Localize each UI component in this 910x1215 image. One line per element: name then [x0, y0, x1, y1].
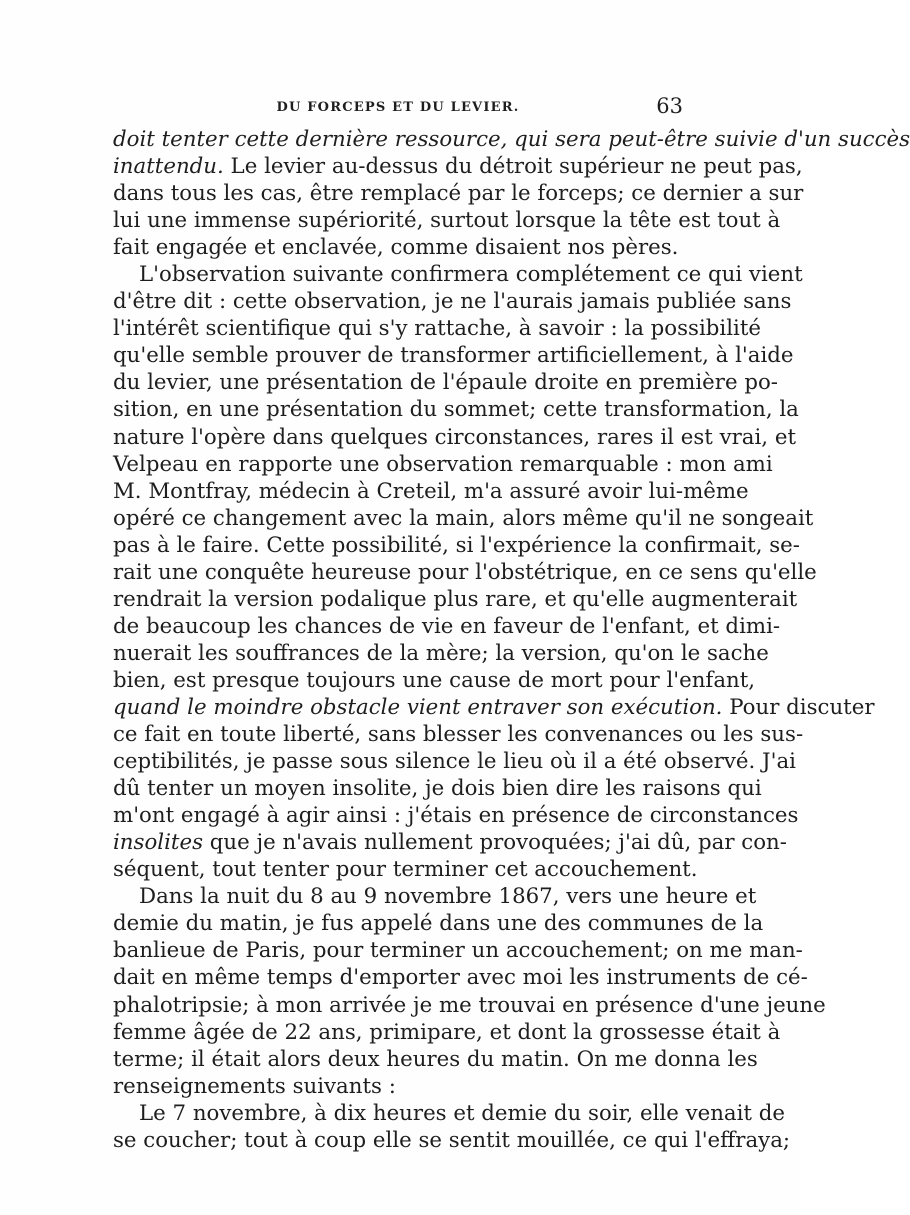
page-number: 63	[656, 94, 683, 118]
text-run: dait en même temps d'emporter avec moi les instruments de cé-	[113, 965, 808, 991]
text-run: lui une immense supériorité, surtout lorsque la tête est tout à	[113, 208, 781, 234]
text-line	[113, 802, 799, 829]
text-line	[113, 992, 826, 1019]
text-line	[113, 451, 773, 478]
text-run: séquent, tout tenter pour terminer cet accouchement.	[113, 857, 698, 883]
text-run: rendrait la version podalique plus rare, et qu'elle augmenterait	[113, 586, 798, 612]
text-run: Pour discuter	[722, 694, 875, 720]
text-run: opéré ce changement avec la main, alors même qu'il ne songeait	[113, 505, 814, 531]
text-line	[113, 288, 792, 315]
text-line	[113, 964, 808, 991]
italic-text: quand le moindre obstacle vient entraver son exécution.	[113, 694, 723, 720]
text-run: fait engagée et enclavée, comme disaient nos pères.	[113, 235, 679, 261]
text-run: dû tenter un moyen insolite, je dois bien dire les raisons qui	[113, 776, 762, 802]
text-line	[113, 1019, 781, 1046]
text-line	[113, 775, 762, 802]
text-run: m'ont engagé à agir ainsi : j'étais en présence de circonstances	[113, 803, 799, 829]
text-run: que je n'avais nullement provoquées; j'ai dû, par con-	[203, 830, 787, 856]
text-line	[113, 829, 787, 856]
text-run: sition, en une présentation du sommet; cette transformation, la	[113, 397, 799, 423]
text-line	[113, 748, 796, 775]
text-run: de beaucoup les chances de vie en faveur de l'enfant, et dimi-	[113, 613, 781, 639]
text-run: Le levier au-dessus du détroit supérieur ne peut pas,	[223, 154, 803, 180]
text-run: pas à le faire. Cette possibilité, si l'expérience la confirmait, se-	[113, 532, 800, 558]
running-title: DU FORCEPS ET DU LEVIER.	[276, 100, 520, 115]
text-line	[113, 207, 781, 234]
text-run: se coucher; tout à coup elle se sentit mouillée, ce qui l'effraya;	[113, 1127, 791, 1153]
text-run: bien, est presque toujours une cause de mort pour l'enfant,	[113, 667, 756, 693]
italic-text: doit tenter cette dernière ressource, qui sera peut-être suivie d'un succès	[113, 127, 910, 152]
text-run: Dans la nuit du 8 au 9 novembre 1867, vers une heure et	[139, 884, 757, 910]
text-run: ceptibilités, je passe sous silence le lieu où il a été observé. J'ai	[113, 749, 796, 775]
text-run: dans tous les cas, être remplacé par le forceps; ce dernier a sur	[113, 181, 804, 207]
text-line	[113, 153, 803, 180]
text-run: qu'elle semble prouver de transformer artificiellement, à l'aide	[113, 343, 794, 369]
text-line	[113, 261, 803, 288]
text-line	[113, 1100, 785, 1127]
text-line	[113, 667, 756, 694]
text-run: renseignements suivants :	[113, 1073, 396, 1099]
text-line	[113, 856, 698, 883]
text-line	[113, 1073, 686, 1100]
text-run: nature l'opère dans quelques circonstances, rares il est vrai, et	[113, 424, 796, 450]
text-line	[113, 613, 781, 640]
text-run: du levier, une présentation de l'épaule droite en première po-	[113, 370, 778, 396]
italic-text: insolites	[113, 830, 203, 856]
text-line	[113, 478, 749, 505]
italic-text: inattendu.	[113, 154, 224, 180]
text-line	[113, 910, 764, 937]
text-line	[113, 937, 803, 964]
text-line	[113, 315, 762, 342]
text-run: M. Montfray, médecin à Creteil, m'a assuré avoir lui-même	[113, 478, 749, 504]
text-line	[113, 1127, 791, 1154]
text-line	[113, 234, 686, 261]
text-run: L'observation suivante confirmera complétement ce qui vient	[139, 262, 803, 288]
page-header	[113, 96, 683, 122]
text-line	[113, 1046, 758, 1073]
text-line	[113, 424, 796, 451]
text-line	[113, 342, 794, 369]
text-line	[113, 126, 910, 153]
text-line	[113, 559, 817, 586]
text-line	[113, 505, 814, 532]
text-run: d'être dit : cette observation, je ne l'aurais jamais publiée sans	[113, 289, 792, 315]
text-line	[113, 369, 778, 396]
text-line	[113, 640, 769, 667]
text-run: Le 7 novembre, à dix heures et demie du soir, elle venait de	[139, 1100, 785, 1126]
body-text	[113, 126, 910, 1154]
text-run: terme; il était alors deux heures du matin. On me donna les	[113, 1046, 758, 1072]
text-line	[113, 532, 800, 559]
text-run: ce fait en toute liberté, sans blesser les convenances ou les sus-	[113, 722, 804, 748]
text-run: Velpeau en rapporte une observation remarquable : mon ami	[113, 451, 773, 477]
text-run: rait une conquête heureuse pour l'obstétrique, en ce sens qu'elle	[113, 559, 817, 585]
text-run: phalotripsie; à mon arrivée je me trouvai en présence d'une jeune	[113, 992, 826, 1018]
text-line	[113, 883, 757, 910]
text-line	[113, 586, 798, 613]
text-run: l'intérêt scientifique qui s'y rattache, à savoir : la possibilité	[113, 316, 762, 342]
text-line	[113, 721, 804, 748]
text-line	[113, 396, 799, 423]
text-run: banlieue de Paris, pour terminer un accouchement; on me man-	[113, 938, 803, 964]
text-line	[113, 694, 875, 721]
text-line	[113, 180, 804, 207]
text-run: nuerait les souffrances de la mère; la version, qu'on le sache	[113, 640, 769, 666]
text-run: demie du matin, je fus appelé dans une des communes de la	[113, 911, 764, 937]
text-run: femme âgée de 22 ans, primipare, et dont la grossesse était à	[113, 1019, 781, 1045]
